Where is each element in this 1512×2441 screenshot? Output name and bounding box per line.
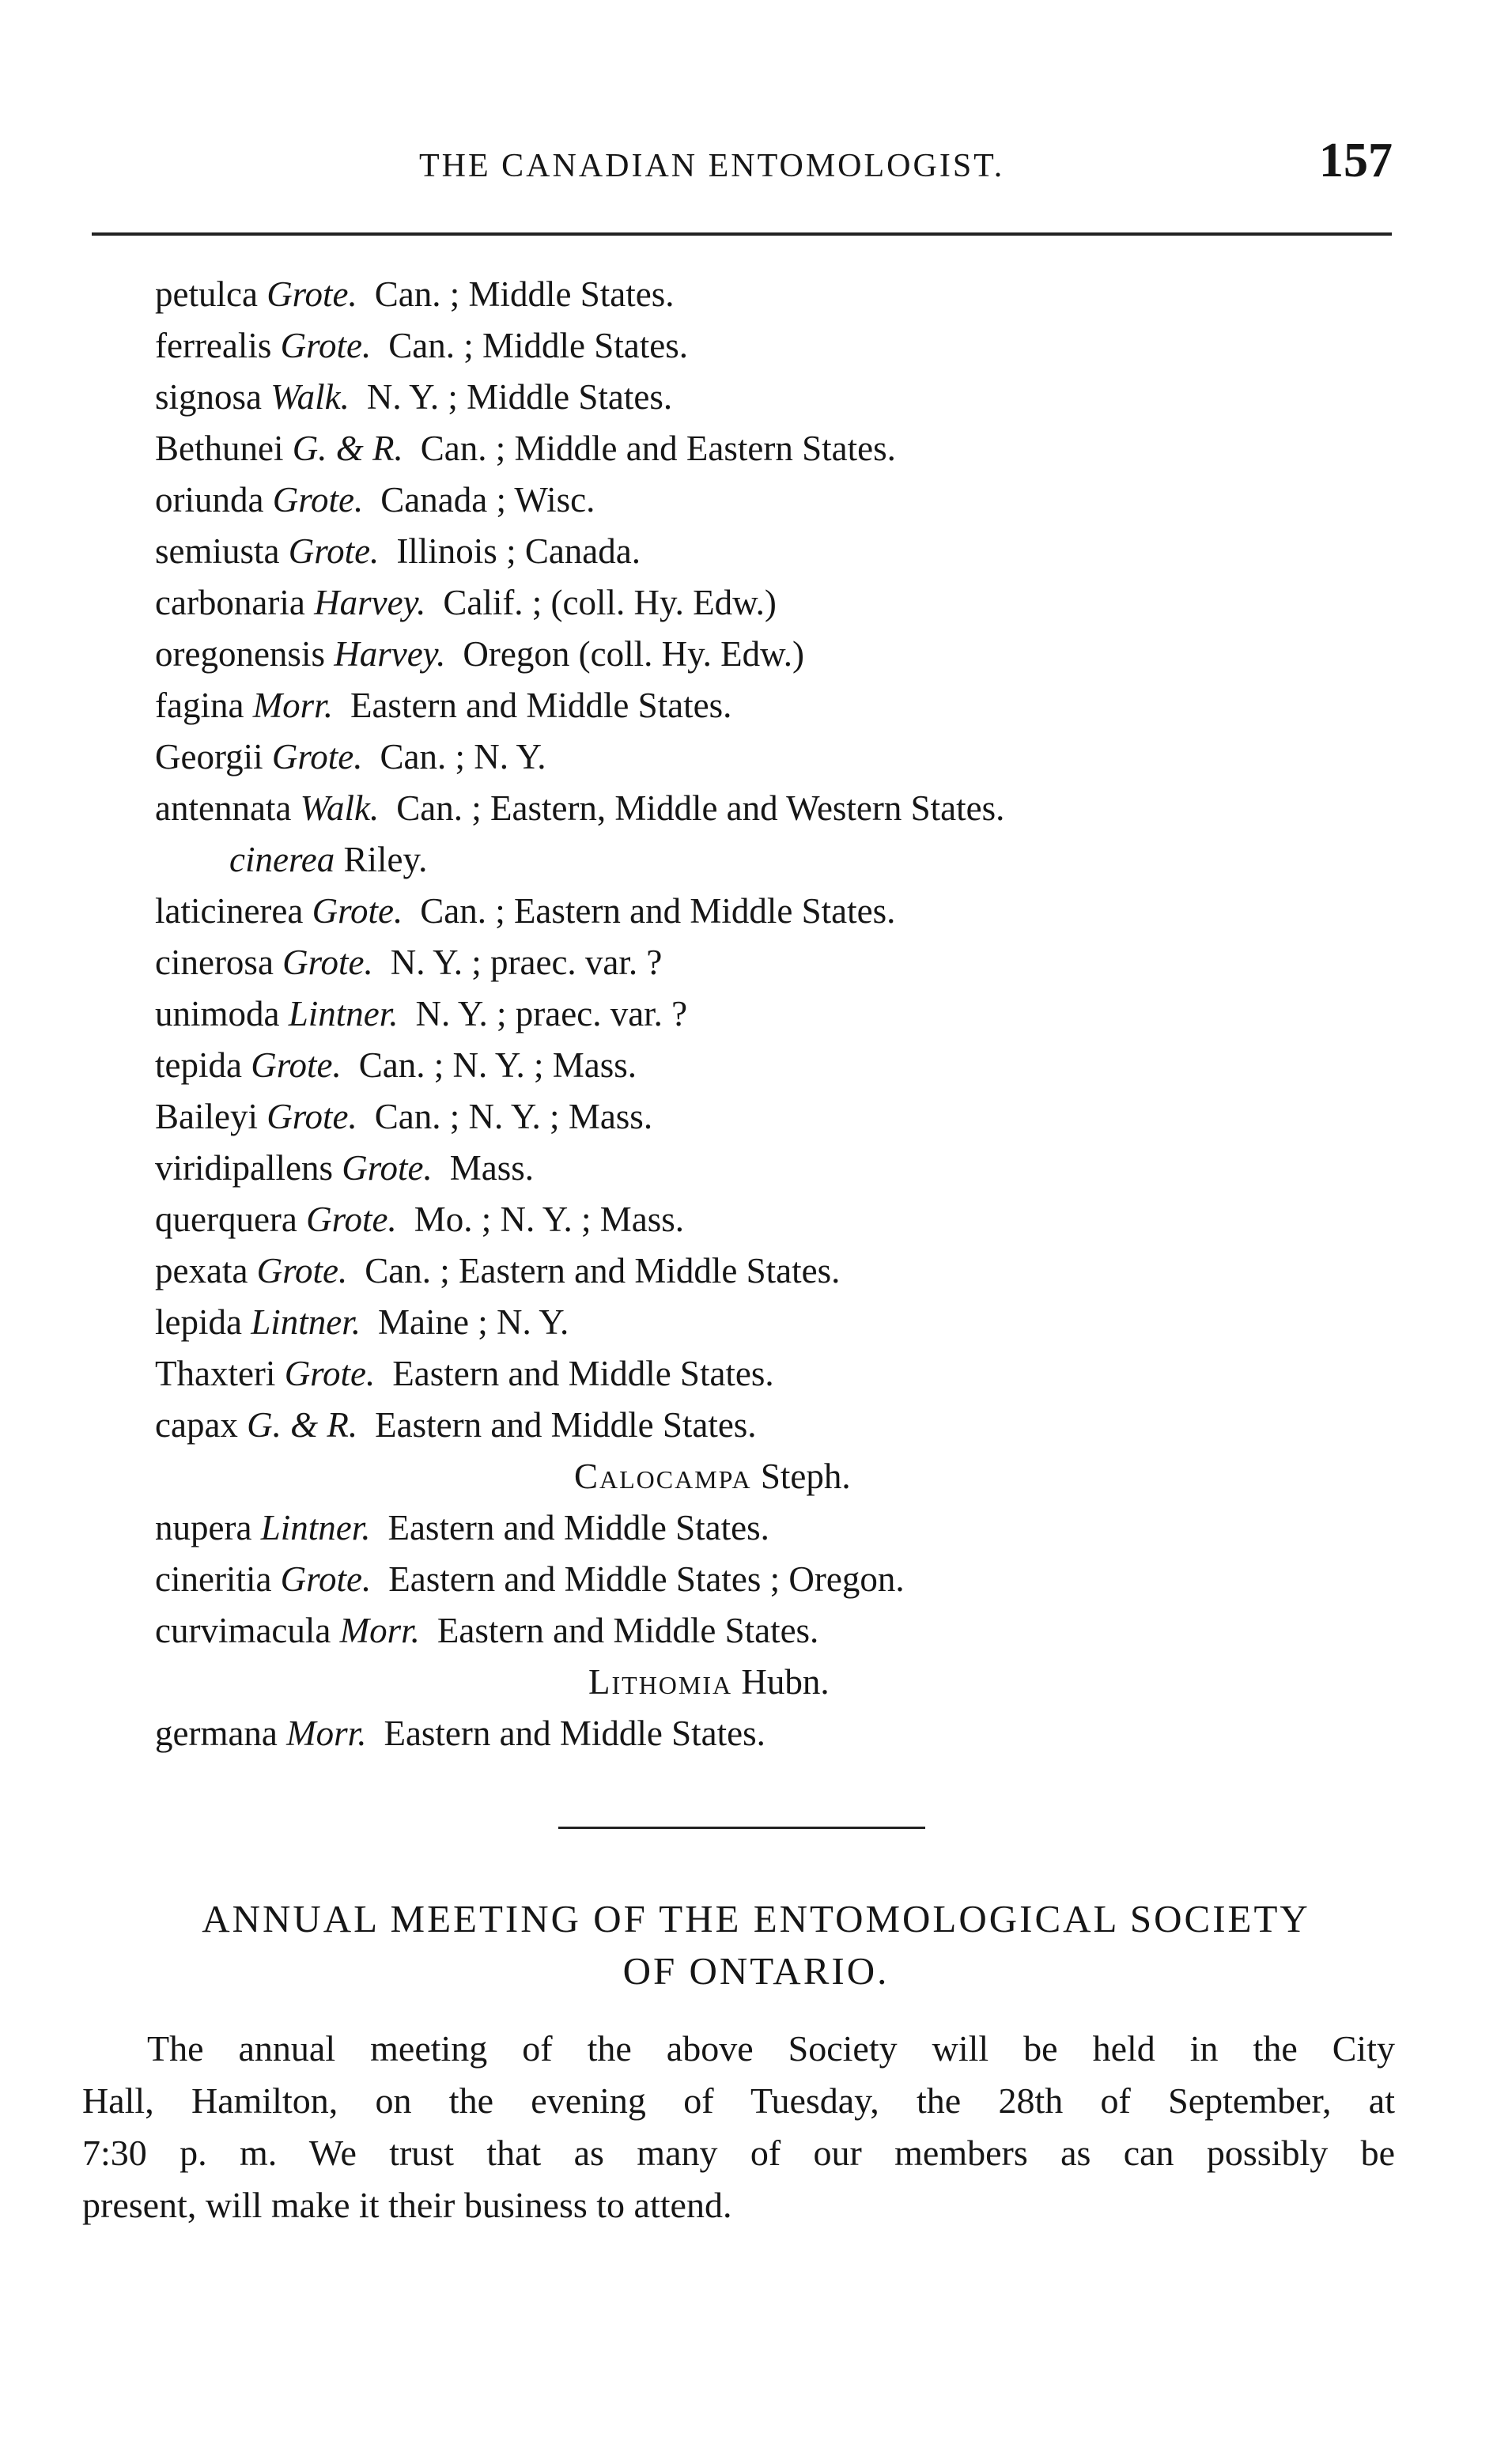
species-name: Baileyi	[155, 1097, 258, 1136]
species-name: curvimacula	[155, 1611, 331, 1650]
species-range: Illinois ; Canada.	[396, 531, 641, 571]
species-name: querquera	[155, 1200, 297, 1239]
species-entry	[155, 783, 1341, 834]
genus-name: Lithomia	[588, 1662, 733, 1702]
header-rule	[92, 232, 1392, 236]
species-author: Lintner.	[288, 994, 399, 1033]
species-author: Harvey.	[314, 583, 426, 622]
section-divider	[558, 1827, 925, 1829]
species-name: cineritia	[155, 1559, 272, 1599]
species-author: Grote.	[282, 943, 373, 982]
species-range: Eastern and Middle States.	[437, 1611, 819, 1650]
species-range: Eastern and Middle States.	[384, 1714, 765, 1753]
species-range: Can. ; Eastern, Middle and Western States.	[396, 788, 1005, 828]
species-name: unimoda	[155, 994, 280, 1033]
species-range: N. Y. ; praec. var. ?	[415, 994, 688, 1033]
species-author: Grote.	[266, 274, 357, 314]
species-range: Calif. ; (coll. Hy. Edw.)	[443, 583, 777, 622]
species-entry	[155, 1502, 1341, 1554]
species-entry	[155, 1400, 1341, 1451]
species-entry	[155, 886, 1341, 937]
notice-line: 7:30 p. m. We trust that as many of our members as can possibly be	[82, 2133, 1395, 2173]
species-author: Grote.	[272, 480, 364, 520]
notice-line: The annual meeting of the above Society will be held in the City	[147, 2028, 1395, 2069]
running-title: THE CANADIAN ENTOMOLOGIST.	[419, 148, 1005, 184]
species-range: Can. ; N. Y. ; Mass.	[374, 1097, 653, 1136]
species-range: N. Y. ; praec. var. ?	[390, 943, 663, 982]
species-range: Maine ; N. Y.	[377, 1302, 569, 1342]
species-entry	[155, 1245, 1341, 1297]
notice-line: present, will make it their business to attend.	[82, 2185, 732, 2225]
page-number: 157	[1319, 134, 1393, 187]
genus-heading-calocampa	[155, 1451, 1341, 1502]
species-entry	[155, 988, 1341, 1040]
genus-heading-lithomia	[155, 1657, 1341, 1708]
species-entry	[155, 526, 1341, 577]
species-author: Lintner.	[260, 1508, 371, 1547]
species-name: semiusta	[155, 531, 280, 571]
heading-line: OF ONTARIO.	[622, 1949, 890, 1993]
species-entry	[155, 1194, 1341, 1245]
species-author: Grote.	[284, 1354, 376, 1393]
species-entry	[155, 1554, 1341, 1605]
species-range: Canada ; Wisc.	[380, 480, 595, 520]
species-name: oregonensis	[155, 634, 325, 674]
species-name: Georgii	[155, 737, 263, 777]
species-entry	[155, 1348, 1341, 1400]
species-name: pexata	[155, 1251, 248, 1290]
species-name: antennata	[155, 788, 292, 828]
species-author: Morr.	[252, 686, 333, 725]
species-name: fagina	[155, 686, 244, 725]
species-entry	[155, 320, 1341, 372]
species-name: germana	[155, 1714, 278, 1753]
species-name: ferrealis	[155, 326, 272, 365]
species-name: carbonaria	[155, 583, 305, 622]
species-author: Grote.	[342, 1148, 433, 1188]
species-list	[155, 269, 1341, 1759]
species-name: Thaxteri	[155, 1354, 276, 1393]
species-name: lepida	[155, 1302, 242, 1342]
genus-name: Calocampa	[574, 1457, 752, 1496]
variety-entry	[155, 834, 1341, 886]
species-name: tepida	[155, 1045, 242, 1085]
species-entry	[155, 1040, 1341, 1091]
species-range: Mo. ; N. Y. ; Mass.	[414, 1200, 685, 1239]
species-entry	[155, 629, 1341, 680]
species-range: Oregon (coll. Hy. Edw.)	[463, 634, 804, 674]
species-range: Eastern and Middle States ; Oregon.	[388, 1559, 905, 1599]
species-author: Grote.	[251, 1045, 342, 1085]
running-head	[0, 133, 1512, 196]
species-author: Walk.	[300, 788, 380, 828]
species-author: Grote.	[312, 891, 403, 931]
species-author: Morr.	[286, 1714, 367, 1753]
species-author: Grote.	[271, 737, 363, 777]
species-author: Grote.	[256, 1251, 348, 1290]
species-entry	[155, 937, 1341, 988]
species-author: Harvey.	[334, 634, 446, 674]
notice-line: Hall, Hamilton, on the evening of Tuesday, the 28th of September, at	[82, 2080, 1395, 2121]
species-range: Eastern and Middle States.	[350, 686, 732, 725]
species-range: Can. ; Middle States.	[388, 326, 688, 365]
species-author: Morr.	[339, 1611, 420, 1650]
variety-name: cinerea	[229, 840, 335, 879]
species-entry	[155, 731, 1341, 783]
species-range: Mass.	[449, 1148, 535, 1188]
species-range: Can. ; N. Y. ; Mass.	[358, 1045, 637, 1085]
species-entry	[155, 1708, 1341, 1759]
species-name: capax	[155, 1405, 238, 1445]
species-author: Grote.	[266, 1097, 357, 1136]
species-author: G. & R.	[292, 429, 403, 468]
species-name: laticinerea	[155, 891, 304, 931]
species-entry	[155, 474, 1341, 526]
genus-author: Hubn.	[741, 1662, 830, 1702]
heading-line: ANNUAL MEETING OF THE ENTOMOLOGICAL SOCIETY	[202, 1897, 1310, 1940]
species-range: Eastern and Middle States.	[387, 1508, 769, 1547]
species-range: Can. ; Middle and Eastern States.	[420, 429, 896, 468]
species-range: Can. ; Middle States.	[374, 274, 675, 314]
species-author: Grote.	[288, 531, 380, 571]
meeting-notice	[82, 2023, 1395, 2231]
species-entry	[155, 423, 1341, 474]
species-author: Grote.	[280, 1559, 372, 1599]
species-name: signosa	[155, 377, 262, 417]
species-range: Can. ; N. Y.	[380, 737, 546, 777]
species-entry	[155, 1143, 1341, 1194]
genus-author: Steph.	[760, 1457, 851, 1496]
species-range: N. Y. ; Middle States.	[366, 377, 673, 417]
species-range: Eastern and Middle States.	[375, 1405, 757, 1445]
species-name: nupera	[155, 1508, 252, 1547]
section-heading	[79, 1893, 1433, 1997]
species-author: Lintner.	[251, 1302, 361, 1342]
species-name: cinerosa	[155, 943, 274, 982]
species-name: Bethunei	[155, 429, 284, 468]
species-entry	[155, 1091, 1341, 1143]
species-range: Eastern and Middle States.	[392, 1354, 774, 1393]
species-entry	[155, 577, 1341, 629]
species-entry	[155, 372, 1341, 423]
species-author: Walk.	[270, 377, 350, 417]
species-author: Grote.	[280, 326, 372, 365]
species-range: Can. ; Eastern and Middle States.	[365, 1251, 841, 1290]
variety-author: Riley.	[343, 840, 428, 879]
species-name: viridipallens	[155, 1148, 333, 1188]
species-range: Can. ; Eastern and Middle States.	[420, 891, 896, 931]
species-entry	[155, 1297, 1341, 1348]
species-entry	[155, 680, 1341, 731]
species-name: oriunda	[155, 480, 264, 520]
species-author: G. & R.	[247, 1405, 358, 1445]
species-entry	[155, 1605, 1341, 1657]
species-entry	[155, 269, 1341, 320]
species-name: petulca	[155, 274, 258, 314]
species-author: Grote.	[306, 1200, 397, 1239]
